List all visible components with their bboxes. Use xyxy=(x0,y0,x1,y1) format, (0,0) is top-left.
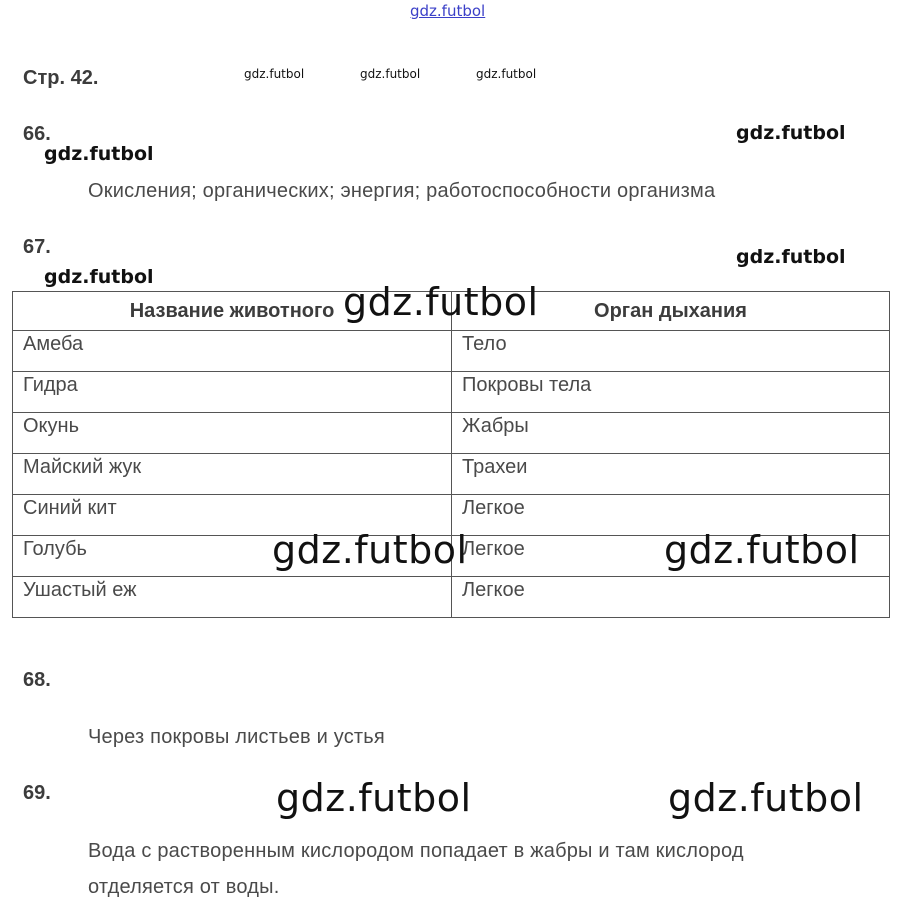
exercise-69-answer-line-2: отделяется от воды. xyxy=(88,876,280,898)
table-row xyxy=(13,331,890,372)
watermark-big-4: gdz.futbol xyxy=(276,776,472,820)
watermark-small-3: gdz.futbol xyxy=(736,246,846,268)
organ-cell: Жабры xyxy=(452,413,890,454)
animal-cell: Ушастый еж xyxy=(13,577,452,618)
animal-cell: Амеба xyxy=(13,331,452,372)
table-row xyxy=(13,577,890,618)
watermark-tiny-1: gdz.futbol xyxy=(244,67,305,81)
animal-cell: Окунь xyxy=(13,413,452,454)
exercise-67-number: 67. xyxy=(23,236,51,258)
exercise-66-answer: Окисления; органических; энергия; работоспособности организма xyxy=(88,180,716,202)
table-row xyxy=(13,413,890,454)
animal-cell: Голубь xyxy=(13,536,452,577)
table-row xyxy=(13,454,890,495)
header-animal-name: Название животного xyxy=(13,292,452,331)
watermark-big-1: gdz.futbol xyxy=(343,280,539,324)
watermark-big-2: gdz.futbol xyxy=(272,528,468,572)
organ-cell: Покровы тела xyxy=(452,372,890,413)
organ-cell: Тело xyxy=(452,331,890,372)
watermark-small-4: gdz.futbol xyxy=(44,266,154,288)
exercise-69-number: 69. xyxy=(23,782,51,804)
exercise-68-number: 68. xyxy=(23,669,51,691)
animal-cell: Майский жук xyxy=(13,454,452,495)
animal-cell: Синий кит xyxy=(13,495,452,536)
page-title: Стр. 42. xyxy=(23,67,99,89)
watermark-small-1: gdz.futbol xyxy=(736,122,846,144)
watermark-tiny-2: gdz.futbol xyxy=(360,67,421,81)
exercise-68-answer: Через покровы листьев и устья xyxy=(88,726,385,748)
organ-cell: Легкое xyxy=(452,577,890,618)
watermark-top[interactable]: gdz.futbol xyxy=(410,2,486,20)
table-row xyxy=(13,372,890,413)
watermark-big-3: gdz.futbol xyxy=(664,528,860,572)
exercise-66-number: 66. xyxy=(23,123,51,145)
organ-cell: Легкое xyxy=(452,536,890,577)
organ-cell: Легкое xyxy=(452,495,890,536)
organ-cell: Трахеи xyxy=(452,454,890,495)
exercise-69-answer-line-1: Вода с растворенным кислородом попадает в жабры и там кислород xyxy=(88,840,744,862)
header-breathing-organ: Орган дыхания xyxy=(452,292,890,331)
animal-cell: Гидра xyxy=(13,372,452,413)
watermark-tiny-3: gdz.futbol xyxy=(476,67,537,81)
watermark-small-2: gdz.futbol xyxy=(44,143,154,165)
watermark-big-5: gdz.futbol xyxy=(668,776,864,820)
